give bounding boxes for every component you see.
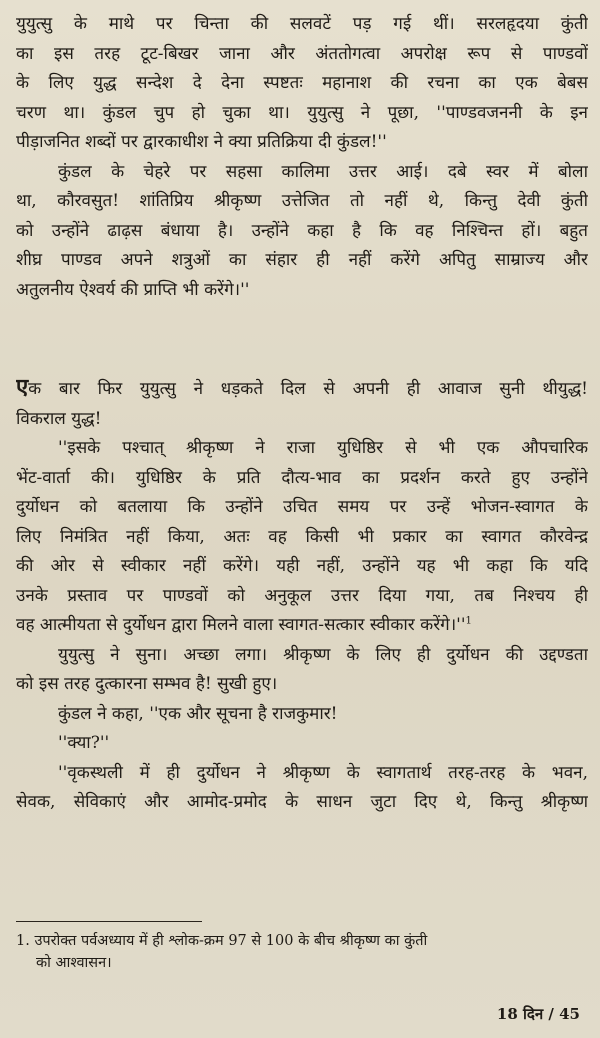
section-break [16, 305, 588, 373]
text-line [16, 373, 588, 405]
text-line: को इस तरह दुत्कारना सम्भव है! सुखी हुए। [16, 674, 278, 694]
text-line: लिए निमंत्रित नहीं किया, अतः वह किसी भी प्रकार का स्वागत कौरवेन्द्र [16, 526, 588, 547]
footnote-ref: 1 [465, 615, 472, 627]
text-line: पीड़ाजनित शब्दों पर द्वारकाधीश ने क्या प्रतिक्रिया दी कुंडल!'' [16, 132, 387, 152]
footnote [16, 930, 560, 974]
paragraph-4-quote [16, 434, 588, 641]
text-line: के लिए युद्ध सन्देश दे देना स्पष्टतः महानाश की रचना का एक बेबस [16, 73, 588, 93]
page-number: 18 दिन / 45 [496, 1005, 580, 1023]
text-line: चरण था। कुंडल चुप हो चुका था। युयुत्सु ने पूछा, ''पाण्डवजननी के इन [16, 102, 588, 123]
paragraph-2 [16, 158, 588, 306]
text-line: युयुत्सु ने सुना। अच्छा लगा। श्रीकृष्ण के लिए ही दुर्योधन की उद्दण्डता [58, 644, 588, 665]
text-line: उनके प्रस्ताव पर पाण्डवों को अनुकूल उत्तर दिया गया, तब निश्चय ही [16, 585, 588, 606]
text-line: अतुलनीय ऐश्वर्य की प्राप्ति भी करेंगे।'' [16, 279, 250, 300]
text-line: ''वृकस्थली में ही दुर्योधन ने श्रीकृष्ण के स्वागतार्थ तरह-तरह के भवन, [58, 762, 588, 783]
text-line: था, कौरवसुत! शांतिप्रिय श्रीकृष्ण उत्तेजित तो नहीं थे, किन्तु देवी कुंती [16, 191, 588, 211]
text-line: भेंट-वार्ता की। युधिष्ठिर के प्रति दौत्य-भाव का प्रदर्शन करते हुए उन्होंने [16, 467, 588, 488]
text-line-content: वह आत्मीयता से दुर्योधन द्वारा मिलने वाला स्वागत-सत्कार स्वीकार करेंगे।'' [16, 615, 466, 635]
text-line: शीघ्र पाण्डव अपने शत्रुओं का संहार ही नहीं करेंगे अपितु साम्राज्य और [16, 250, 588, 270]
text-line: युयुत्सु के माथे पर चिन्ता की सलवटें पड़ गई थीं। सरलहृदया कुंती [16, 14, 588, 34]
paragraph-1 [16, 10, 588, 158]
text-line: ''इसके पश्चात् श्रीकृष्ण ने राजा युधिष्ठिर से भी एक औपचारिक [58, 438, 588, 458]
text-line: को उन्होंने ढाढ़स बंधाया है। उन्होंने कहा है कि वह निश्चिन्त हों। बहुत [16, 220, 588, 241]
paragraph-5 [16, 641, 588, 700]
text-line: विकराल युद्ध! [16, 408, 102, 429]
footnote-line: को आश्वासन। [36, 955, 112, 971]
text-line: का इस तरह टूट-बिखर जाना और अंततोगत्वा अपरोक्ष रूप से पाण्डवों [16, 43, 588, 64]
drop-letter: ए [16, 374, 29, 400]
paragraph-6 [16, 700, 588, 730]
paragraph-8 [16, 759, 588, 818]
text-line: कुंडल ने कहा, ''एक और सूचना है राजकुमार! [58, 703, 338, 724]
text-line: दुर्योधन को बतलाया कि उन्होंने उचित समय पर उन्हें भोजन-स्वागत के [16, 497, 588, 517]
footnote-divider [16, 921, 202, 922]
text-line [16, 611, 588, 641]
paragraph-7 [16, 729, 588, 759]
paragraph-3 [16, 373, 588, 434]
footnote-line: 1. उपरोक्त पर्वअध्याय में ही श्लोक-क्रम 97 से 100 के बीच श्रीकृष्ण का कुंती [16, 933, 428, 949]
text-line: की ओर से स्वीकार नहीं करेंगे। यही नहीं, उन्होंने यह भी कहा कि यदि [16, 556, 588, 576]
text-line: ''क्या?'' [58, 733, 110, 753]
text-line: कुंडल के चेहरे पर सहसा कालिमा उत्तर आई। दबे स्वर में बोला [58, 161, 588, 182]
body-text [16, 10, 588, 818]
text-line: सेवक, सेविकाएं और आमोद-प्रमोद के साधन जुटा दिए थे, किन्तु श्रीकृष्ण [16, 792, 588, 812]
text-line-rest: क बार फिर युयुत्सु ने धड़कते दिल से अपनी ही आवाज सुनी थीयुद्ध! [28, 379, 588, 399]
